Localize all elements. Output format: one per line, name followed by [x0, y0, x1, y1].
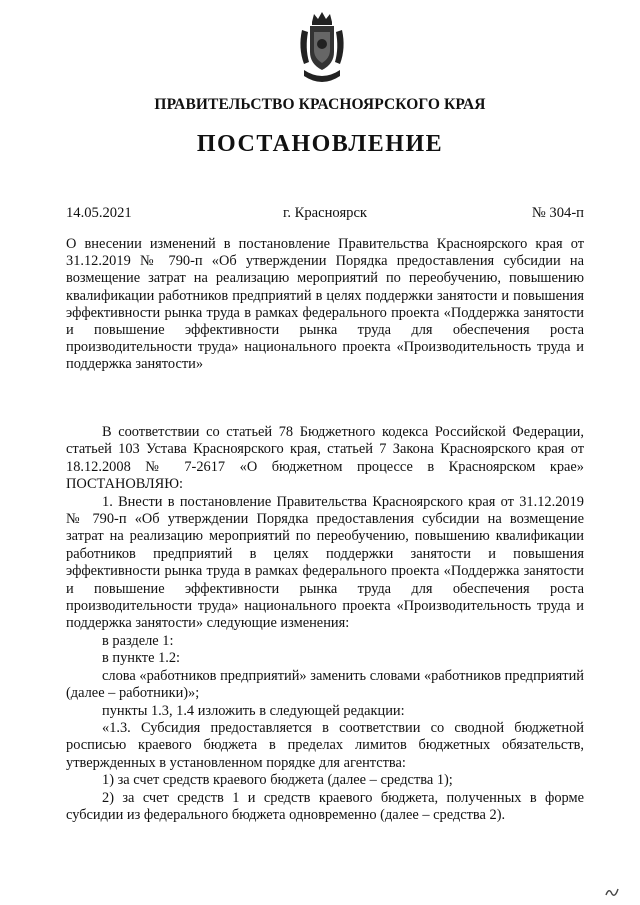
document-date: 14.05.2021 [66, 205, 132, 221]
document-body [66, 424, 584, 824]
coat-of-arms-icon [296, 8, 348, 88]
document-subject: О внесении изменений в постановление Правительства Красноярского края от 31.12.2019 № 790-п «Об утверждении Порядка предоставления субсидии на возмещение затрат на реализацию мероприятий по переобучению, повышению квалификации работников предприятий в целях поддержки занятости и повышения эффективности рынка труда в рамках федерального проекта «Поддержка занятости и повышение эффективности рынка труда для обеспечения роста производительности труда» национального проекта «Производительность труда и поддержка занятости» [66, 236, 584, 373]
government-name: ПРАВИТЕЛЬСТВО КРАСНОЯРСКОГО КРАЯ [154, 96, 486, 113]
paragraph-item-1: 1. Внести в постановление Правительства Красноярского края от 31.12.2019 № 790-п «Об утверждении Порядка предоставления субсидии на возмещение затрат на реализацию мероприятий по переобучению, повышению квалификации работников предприятий в целях поддержки занятости и повышения эффективности рынка труда в рамках федерального проекта «Поддержка занятости и повышение эффективности рынка труда для обеспечения роста производительности труда» национального проекта «Производительность труда и поддержка занятости» следующие изменения: [66, 493, 584, 632]
paragraph-source-1: 1) за счет средств краевого бюджета (далее – средства 1); [102, 772, 453, 789]
paragraph-source-2: 2) за счет средств 1 и средств краевого бюджета, полученных в форме субсидии из федерального бюджета одновременно (далее – средства 2). [66, 789, 584, 823]
paragraph-replace-words: слова «работников предприятий» заменить словами «работников предприятий (далее – работники)»; [66, 667, 584, 702]
document-title: ПОСТАНОВЛЕНИЕ [196, 131, 444, 157]
paragraph-section-1: в разделе 1: [102, 632, 174, 649]
document-number: № 304-п [531, 205, 584, 221]
paragraph-preamble: В соответствии со статьей 78 Бюджетного кодекса Российской Федерации, статьей 103 Устава Красноярского края, статьей 7 Закона Красноярского края от 18.12.2008 № 7-2617 «О бюджетном процессе в Красноярском крае» ПОСТАНОВЛЯЮ: [66, 424, 584, 493]
paragraph-clause-1-2: в пункте 1.2: [102, 650, 181, 667]
paragraph-clauses-1-3-1-4: пункты 1.3, 1.4 изложить в следующей редакции: [102, 702, 405, 719]
paragraph-clause-1-3: «1.3. Субсидия предоставляется в соответствии со сводной бюджетной росписью краевого бюджета в пределах лимитов бюджетных обязательств, утвержденных в установленном порядке для агентства: [66, 719, 584, 771]
document-city: г. Красноярск [283, 205, 368, 221]
handwritten-mark-icon [604, 885, 622, 899]
